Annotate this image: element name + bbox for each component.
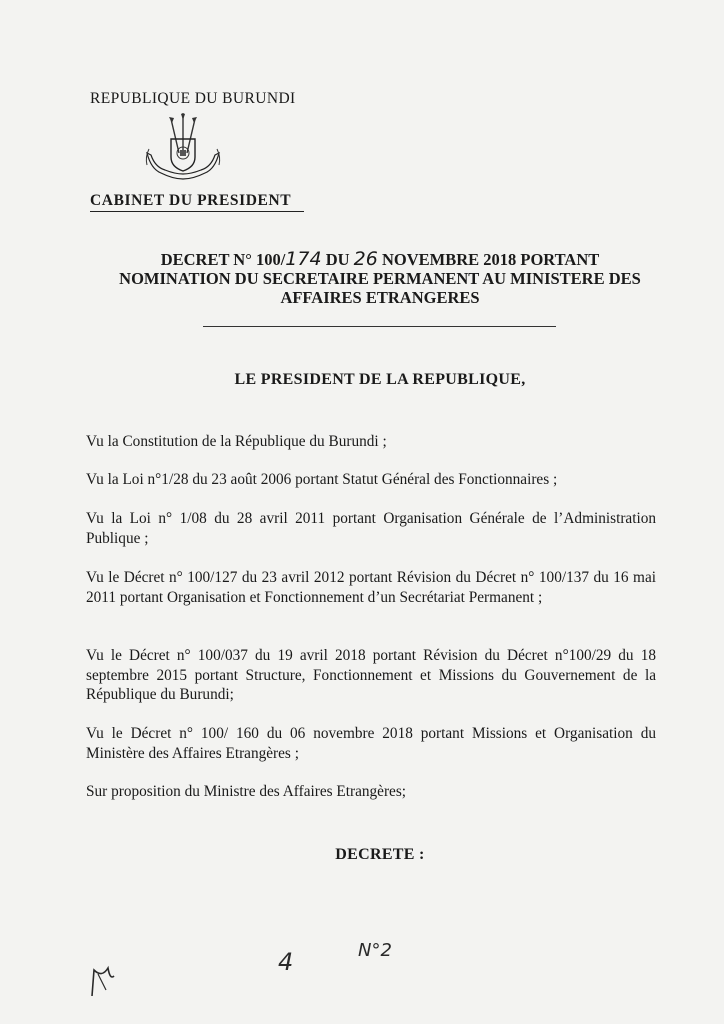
handwritten-initials-mark: [88, 960, 118, 1000]
visa-paragraph: Vu la Loi n° 1/08 du 28 avril 2011 portant Organisation Générale de l’Administration Publique ;: [86, 510, 656, 547]
visa-paragraph: Vu le Décret n° 100/ 160 du 06 novembre 2018 portant Missions et Organisation du Ministère des Affaires Etrangères ;: [86, 725, 656, 762]
visa-paragraph: Vu le Décret n° 100/127 du 23 avril 2012 portant Révision du Décret n° 100/137 du 16 mai 2011 portant Organisation et Fonctionnement d’un Secrétariat Permanent ;: [86, 569, 656, 606]
proposal-paragraph: Sur proposition du Ministre des Affaires Etrangères;: [86, 783, 407, 800]
decree-date-prefix: DU: [321, 250, 354, 269]
decree-title-line-3: AFFAIRES ETRANGERES: [280, 288, 480, 307]
president-heading: LE PRESIDENT DE LA REPUBLIQUE,: [234, 371, 526, 388]
handwritten-page-mark: 4: [278, 948, 294, 976]
coat-of-arms-emblem: [141, 113, 225, 191]
country-header: REPUBLIQUE DU BURUNDI: [90, 90, 296, 107]
decree-day-handwritten: 26: [353, 248, 378, 270]
decree-number-handwritten: 174: [285, 248, 322, 270]
decree-number-prefix: DECRET N° 100/: [160, 250, 286, 269]
visa-paragraph: Vu le Décret n° 100/037 du 19 avril 2018 portant Révision du Décret n°100/29 du 18 septembre 2015 portant Structure, Fonctionnement et Missions du Gouvernement de la République du Burundi;: [86, 647, 656, 703]
title-separator: [203, 326, 556, 327]
visa-paragraph: Vu la Constitution de la République du Burundi ;: [86, 433, 387, 450]
cabinet-header: CABINET DU PRESIDENT: [90, 192, 292, 209]
decrete-heading: DECRETE :: [335, 846, 425, 863]
decree-title-line-1: [80, 250, 680, 269]
cabinet-underline: [90, 211, 304, 212]
decree-title-line-2: NOMINATION DU SECRETAIRE PERMANENT AU MINISTERE DES: [119, 269, 641, 288]
handwritten-number-mark: N°2: [358, 940, 392, 961]
decree-date-suffix: NOVEMBRE 2018 PORTANT: [377, 250, 600, 269]
visa-paragraph: Vu la Loi n°1/28 du 23 août 2006 portant Statut Général des Fonctionnaires ;: [86, 471, 558, 488]
